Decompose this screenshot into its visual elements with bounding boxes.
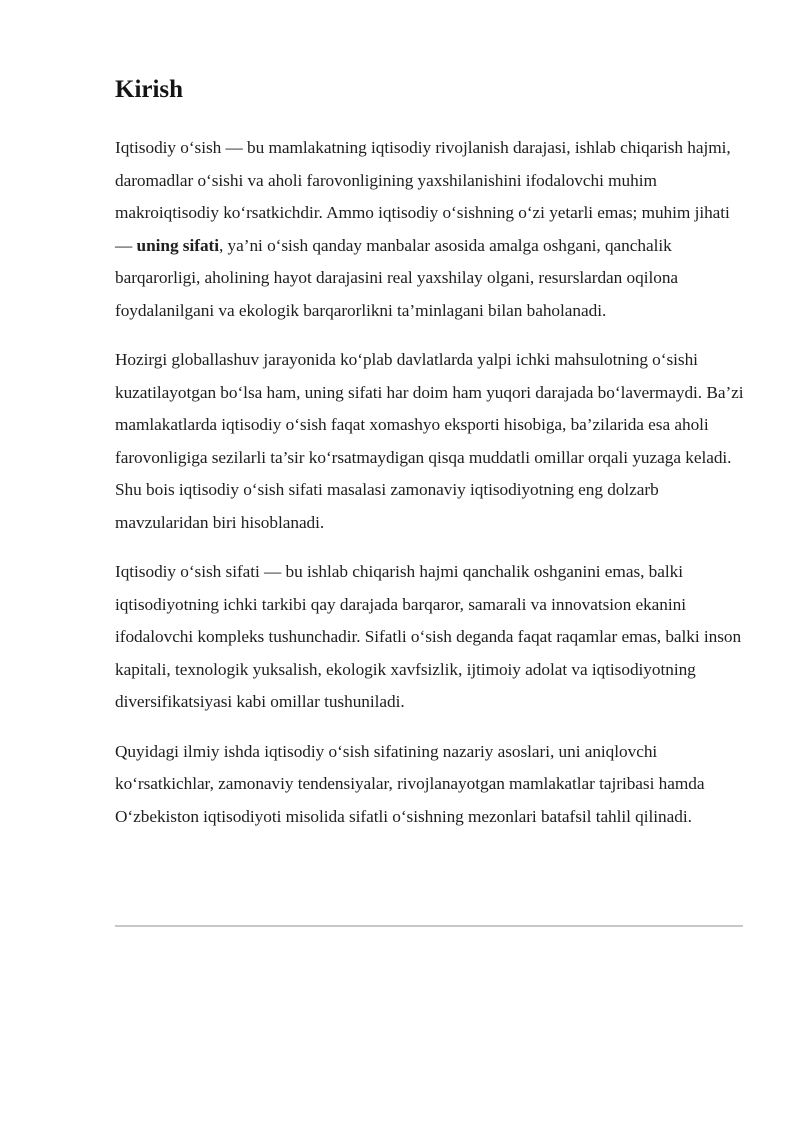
- paragraph-4: Quyidagi ilmiy ishda iqtisodiy o‘sish sifatining nazariy asoslari, uni aniqlovchi ko‘rsatkichlar, zamonaviy tendensiyalar, rivojlanayotgan mamlakatlar tajribasi hamda O‘zbekiston iqtisodiyoti misolida sifatli o‘sishning mezonlari batafsil tahlil qilinadi.: [115, 741, 705, 826]
- paragraph-3: Iqtisodiy o‘sish sifati — bu ishlab chiqarish hajmi qanchalik oshganini emas, balki iqtisodiyotning ichki tarkibi qay darajada barqaror, samarali va innovatsion ekanini ifodalovchi kompleks tushunchadir. Sifatli o‘sish deganda faqat raqamlar emas, balki inson kapitali, texnologik yuksalish, ekologik xavfsizlik, ijtimoiy adolat va iqtisodiyotning diversifikatsiyasi kabi omillar tushuniladi.: [115, 562, 742, 711]
- paragraph-1-emphasis: uning sifati: [136, 235, 219, 255]
- document-body: [115, 132, 747, 850]
- paragraph-2: Hozirgi globallashuv jarayonida ko‘plab davlatlarda yalpi ichki mahsulotning o‘sishi kuzatilayotgan bo‘lsa ham, uning sifati har doim ham yuqori darajada bo‘lavermaydi. Ba’zi mamlakatlarda iqtisodiy o‘sish faqat xomashyo eksporti hisobiga, ba’zilarida esa aholi farovonligiga sezilarli ta’sir ko‘rsatmaydigan qisqa muddatli omillar orqali yuzaga keladi. Shu bois iqtisodiy o‘sish sifati masalasi zamonaviy iqtisodiyotning eng dolzarb mavzularidan biri hisoblanadi.: [115, 350, 744, 532]
- section-heading: Kirish: [115, 76, 184, 103]
- paragraph-1: [115, 132, 747, 327]
- section-divider: [115, 925, 743, 927]
- paragraph-1-tail: , ya’ni o‘sish qanday manbalar asosida amalga oshgani, qanchalik barqarorligi, aholining hayot darajasini real yaxshilay olgani, resurslardan oqilona foydalanilgani va ekologik barqarorlikni ta’minlagani bilan baholanadi.: [115, 235, 679, 320]
- paragraph-1-lead: Iqtisodiy o‘sish — bu mamlakatning iqtisodiy rivojlanish darajasi, ishlab chiqarish hajmi, daromadlar o‘sishi va aholi farovonligining yaxshilanishini ifodalovchi muhim makroiqtisodiy ko‘rsatkichdir. Ammo iqtisodiy o‘sishning o‘zi yetarli emas; muhim jihati —: [115, 138, 731, 255]
